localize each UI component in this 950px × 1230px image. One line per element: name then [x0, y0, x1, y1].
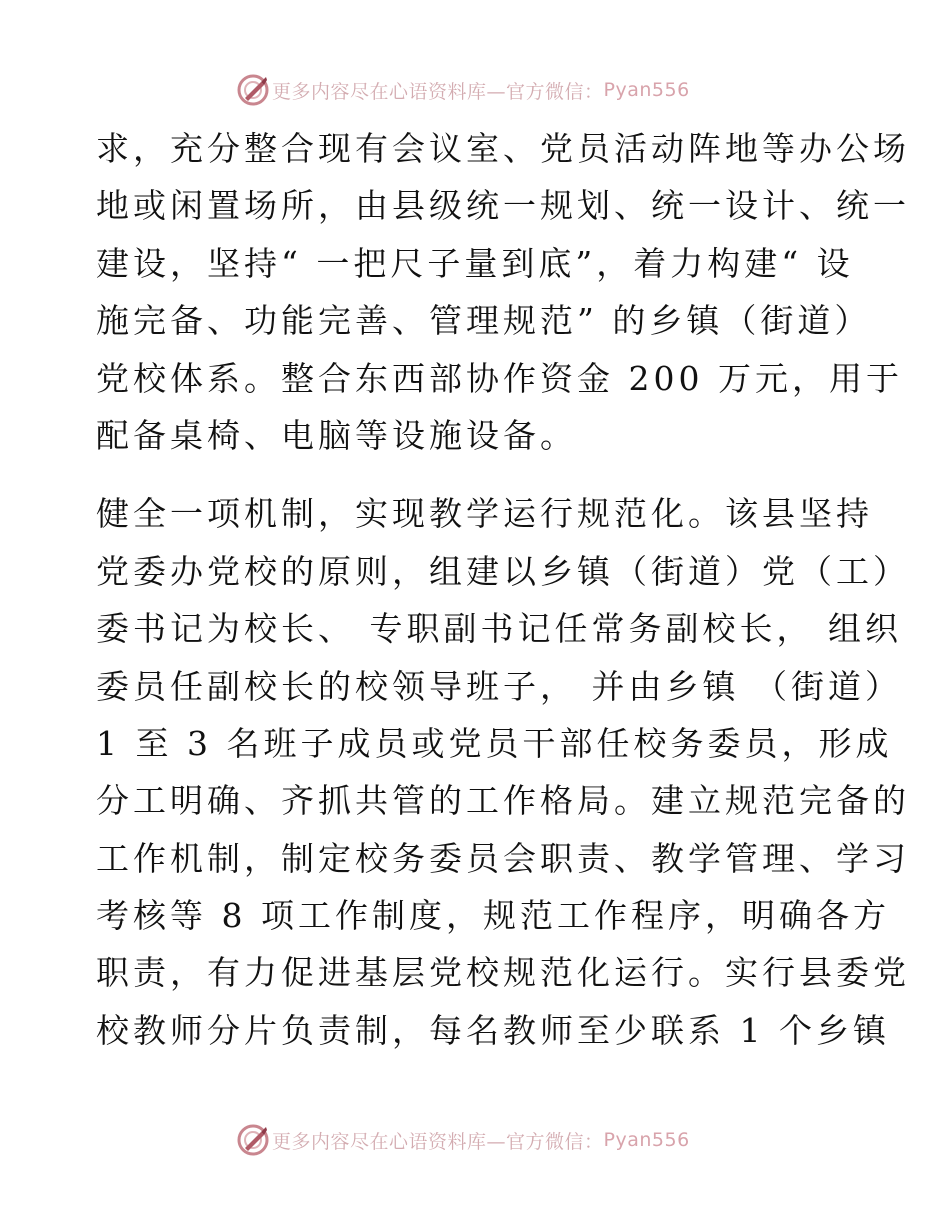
- text-line: 党委办党校的原则，组建以乡镇（街道）党（工）: [96, 551, 910, 591]
- paragraph-1: [96, 120, 910, 464]
- text-line: 党校体系。整合东西部协作资金 200 万元，用于: [96, 358, 903, 398]
- watermark-wechat-id: Pyan556: [603, 79, 690, 101]
- text-line: 地或闲置场所，由县级统一规划、统一设计、统一: [96, 186, 910, 226]
- text-line: 求，充分整合现有会议室、党员活动阵地等办公场: [96, 129, 910, 168]
- footer-watermark: [236, 1122, 714, 1158]
- text-line: 工作机制，制定校务委员会职责、教学管理、学习: [96, 838, 910, 878]
- watermark-logo-icon: [236, 1123, 270, 1157]
- text-line: 校教师分片负责制，每名教师至少联系 1 个乡镇: [96, 1010, 890, 1050]
- paragraph-2: [96, 485, 910, 1059]
- text-line: 委书记为校长、 专职副书记任常务副校长， 组织: [96, 609, 902, 649]
- watermark-logo-icon: [236, 73, 270, 107]
- paragraph-spacer: [96, 464, 856, 485]
- text-line: 考核等 8 项工作制度，规范工作程序，明确各方: [96, 896, 890, 936]
- text-line: 1 至 3 名班子成员或党员干部任校务委员，形成: [96, 723, 893, 763]
- watermark-text: 更多内容尽在心语资料库—官方微信：: [272, 1130, 604, 1153]
- text-line: 职责，有力促进基层党校规范化运行。实行县委党: [96, 953, 910, 993]
- header-watermark: [236, 72, 714, 108]
- document-body: [96, 120, 910, 1059]
- text-line: 分工明确、齐抓共管的工作格局。建立规范完备的: [96, 781, 910, 821]
- text-line: 委员任副校长的校领导班子， 并由乡镇 （街道）: [96, 666, 902, 706]
- text-line: 配备桌椅、电脑等设施设备。: [96, 415, 577, 455]
- text-line: 健全一项机制，实现教学运行规范化。该县坚持: [96, 494, 873, 534]
- text-line: 建设，坚持“ 一把尺子量到底”，着力构建“ 设: [96, 243, 854, 283]
- text-line: 施完备、功能完善、管理规范” 的乡镇（街道）: [96, 301, 872, 341]
- watermark-text: 更多内容尽在心语资料库—官方微信：: [272, 80, 604, 103]
- watermark-wechat-id: Pyan556: [603, 1129, 690, 1151]
